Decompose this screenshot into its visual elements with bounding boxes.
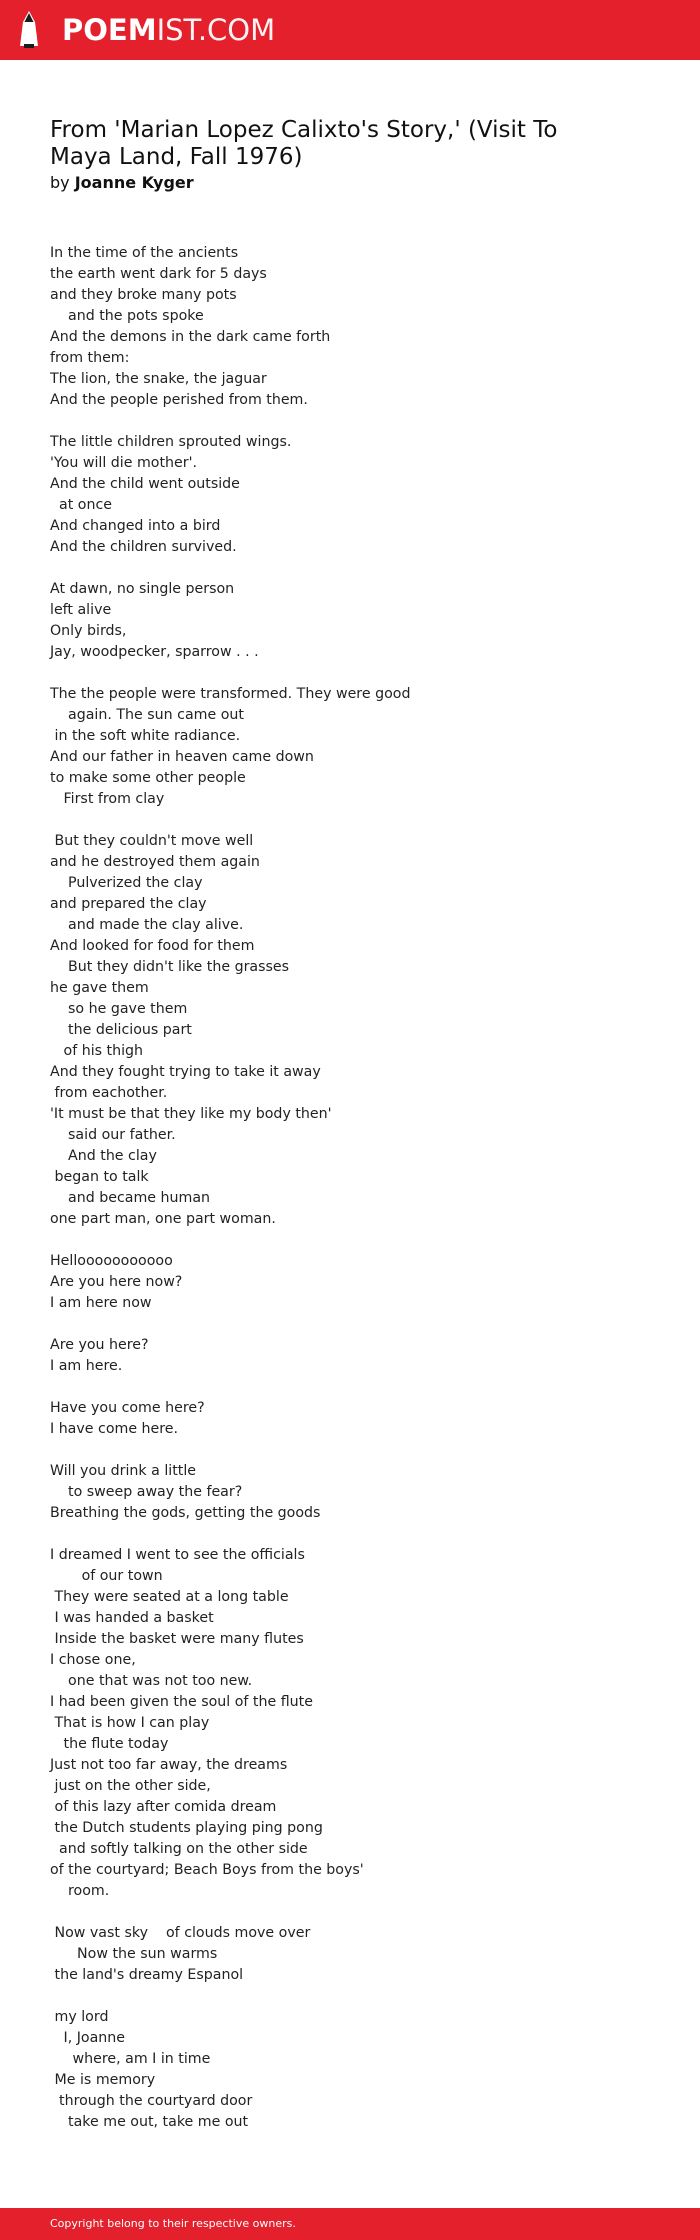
- poem-line: Me is memory: [50, 2072, 156, 2088]
- poem-line: just on the other side,: [50, 1778, 211, 1794]
- stanza-break: [50, 1440, 650, 1461]
- poem-line: And changed into a bird: [50, 518, 221, 534]
- poem-line: And the children survived.: [50, 539, 237, 555]
- poem-line: Inside the basket were many flutes: [50, 1631, 304, 1647]
- poem-line: But they couldn't move well: [50, 833, 254, 849]
- stanza-break: [50, 1524, 650, 1545]
- poem-line: of the courtyard; Beach Boys from the boys': [50, 1862, 364, 1878]
- poem-line: one part man, one part woman.: [50, 1211, 276, 1227]
- poem-line: But they didn't like the grasses: [50, 959, 290, 975]
- poem-line: They were seated at a long table: [50, 1589, 289, 1605]
- poem-line: to make some other people: [50, 770, 246, 786]
- poem-line: the delicious part: [50, 1022, 192, 1038]
- poem-line: and the pots spoke: [50, 308, 204, 324]
- poem-line: Are you here?: [50, 1337, 149, 1353]
- poem-line: from eachother.: [50, 1085, 168, 1101]
- poem-line: so he gave them: [50, 1001, 188, 1017]
- poem-line: Pulverized the clay: [50, 875, 203, 891]
- author-name[interactable]: Joanne Kyger: [74, 173, 194, 192]
- poem-line: I am here.: [50, 1358, 123, 1374]
- by-label: by: [50, 173, 70, 192]
- poem-line: and became human: [50, 1190, 211, 1206]
- site-logo[interactable]: [62, 11, 275, 49]
- poem-body: [50, 243, 650, 2133]
- stanza-break: [50, 663, 650, 684]
- poem-line: of his thigh: [50, 1043, 144, 1059]
- poem-line: Now the sun warms: [50, 1946, 218, 1962]
- poem-line: and softly talking on the other side: [50, 1841, 308, 1857]
- poem-line: And they fought trying to take it away: [50, 1064, 321, 1080]
- poem-line: the land's dreamy Espanol: [50, 1967, 244, 1983]
- pen-nib-icon[interactable]: [18, 10, 40, 50]
- poem-line: Now vast sky of clouds move over: [50, 1925, 311, 1941]
- poem-title: From 'Marian Lopez Calixto's Story,' (Visit To Maya Land, Fall 1976): [50, 117, 558, 170]
- poem-line: I had been given the soul of the flute: [50, 1694, 313, 1710]
- poem-line: and they broke many pots: [50, 287, 237, 303]
- poem-line: At dawn, no single person: [50, 581, 235, 597]
- poem-line: Hellooooooooooo: [50, 1253, 173, 1269]
- poem-line: First from clay: [50, 791, 165, 807]
- poem-line: I was handed a basket: [50, 1610, 214, 1626]
- poem-line: And looked for food for them: [50, 938, 255, 954]
- byline: [50, 172, 194, 194]
- poem-line: 'You will die mother'.: [50, 455, 198, 471]
- stanza-break: [50, 1314, 650, 1335]
- poem-line: And our father in heaven came down: [50, 749, 314, 765]
- poem-line: my lord: [50, 2009, 109, 2025]
- stanza-break: [50, 1377, 650, 1398]
- poem-line: Just not too far away, the dreams: [50, 1757, 288, 1773]
- poem-line: In the time of the ancients: [50, 245, 239, 261]
- poem-line: I chose one,: [50, 1652, 136, 1668]
- poem-line: Are you here now?: [50, 1274, 183, 1290]
- poem-line: and prepared the clay: [50, 896, 207, 912]
- poem-line: said our father.: [50, 1127, 176, 1143]
- site-header: [0, 0, 700, 60]
- poem-line: That is how I can play: [50, 1715, 210, 1731]
- logo-bold-text: POEM: [62, 13, 157, 47]
- poem-line: of this lazy after comida dream: [50, 1799, 277, 1815]
- stanza-break: [50, 810, 650, 831]
- poem-line: I am here now: [50, 1295, 152, 1311]
- poem-line: he gave them: [50, 980, 149, 996]
- poem-line: And the people perished from them.: [50, 392, 308, 408]
- poem-line: And the demons in the dark came forth: [50, 329, 331, 345]
- poem-line: The lion, the snake, the jaguar: [50, 371, 267, 387]
- poem-line: 'It must be that they like my body then': [50, 1106, 332, 1122]
- site-footer: [0, 2208, 700, 2240]
- poem-line: the Dutch students playing ping pong: [50, 1820, 323, 1836]
- poem-line: room.: [50, 1883, 110, 1899]
- poem-line: The little children sprouted wings.: [50, 434, 292, 450]
- stanza-break: [50, 1986, 650, 2007]
- poem-line: I have come here.: [50, 1421, 179, 1437]
- poem-line: at once: [50, 497, 112, 513]
- poem-line: Will you drink a little: [50, 1463, 197, 1479]
- stanza-break: [50, 1902, 650, 1923]
- poem-line: The the people were transformed. They were good: [50, 686, 411, 702]
- poem-line: And the clay: [50, 1148, 157, 1164]
- poem-line: Only birds,: [50, 623, 127, 639]
- poem-line: to sweep away the fear?: [50, 1484, 243, 1500]
- poem-line: in the soft white radiance.: [50, 728, 241, 744]
- poem-line: I, Joanne: [50, 2030, 126, 2046]
- poem-line: take me out, take me out: [50, 2114, 249, 2130]
- poem-line: and he destroyed them again: [50, 854, 260, 870]
- logo-light-text: IST.COM: [156, 13, 276, 47]
- poem-line: again. The sun came out: [50, 707, 244, 723]
- copyright-text: Copyright belong to their respective owners.: [50, 2217, 296, 2230]
- poem-line: Jay, woodpecker, sparrow . . .: [50, 644, 259, 660]
- stanza-break: [50, 411, 650, 432]
- poem-line: one that was not too new.: [50, 1673, 253, 1689]
- poem-line: I dreamed I went to see the officials: [50, 1547, 305, 1563]
- poem-line: the earth went dark for 5 days: [50, 266, 267, 282]
- poem-line: of our town: [50, 1568, 163, 1584]
- poem-line: Have you come here?: [50, 1400, 205, 1416]
- poem-line: through the courtyard door: [50, 2093, 253, 2109]
- stanza-break: [50, 558, 650, 579]
- poem-line: And the child went outside: [50, 476, 240, 492]
- poem-line: and made the clay alive.: [50, 917, 244, 933]
- poem-line: the flute today: [50, 1736, 169, 1752]
- poem-line: Breathing the gods, getting the goods: [50, 1505, 321, 1521]
- poem-line: where, am I in time: [50, 2051, 211, 2067]
- poem-line: began to talk: [50, 1169, 149, 1185]
- poem-line: from them:: [50, 350, 130, 366]
- poem-line: left alive: [50, 602, 112, 618]
- stanza-break: [50, 1230, 650, 1251]
